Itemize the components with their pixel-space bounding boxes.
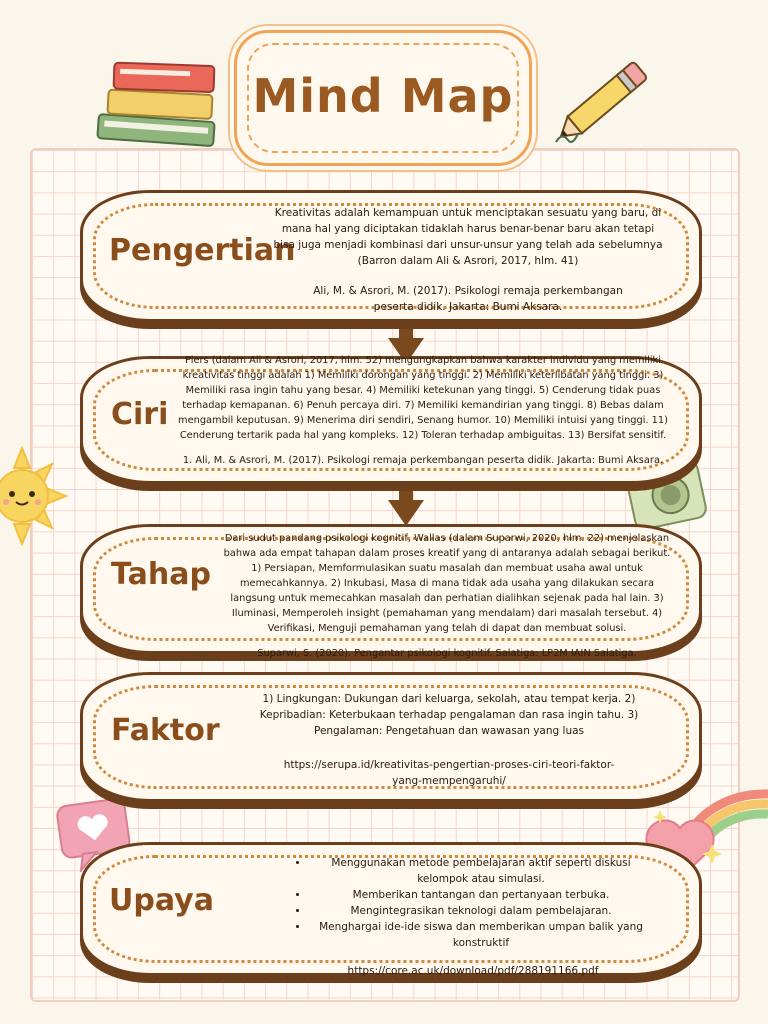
- section-text: [273, 205, 663, 315]
- section-text: [219, 531, 675, 661]
- section-text: [293, 855, 653, 979]
- section-tahap: [80, 524, 702, 659]
- page-title: Mind Map: [252, 69, 514, 123]
- section-label: Upaya: [109, 883, 214, 918]
- books-icon: [94, 60, 224, 152]
- section-label: Tahap: [111, 557, 211, 592]
- title-box: [234, 30, 532, 166]
- section-text: [259, 691, 639, 789]
- list-item: • Menghargai ide-ide siswa dan memberikan umpan balik yang konstruktif: [309, 919, 653, 951]
- section-reference: Ali, M. & Asrori, M. (2017). Psikologi remaja perkembangan peserta didik. Jakarta: Bumi Aksara.: [313, 285, 623, 313]
- section-upaya: [80, 842, 702, 976]
- section-text: [173, 353, 673, 468]
- list-item: • Memberikan tantangan dan pertanyaan terbuka.: [309, 887, 653, 903]
- sun-icon: [0, 446, 70, 546]
- section-faktor: [80, 672, 702, 802]
- list-item: • Menggunakan metode pembelajaran aktif seperti diskusi kelompok atau simulasi.: [309, 855, 653, 887]
- section-label: Ciri: [111, 397, 169, 432]
- list-item: • Mengintegrasikan teknologi dalam pembelajaran.: [309, 903, 653, 919]
- section-body: Kreativitas adalah kemampuan untuk menciptakan sesuatu yang baru, di mana hal yang diciptakan tidaklah harus benar-benar baru akan tetapi bisa juga menjadi kombinasi dari unsur-unsur yang telah ada sebelumnya (Barron dalam Ali & Asrori, 2017, hlm. 41): [273, 207, 663, 267]
- section-reference: Suparwi, S. (2020). Pengantar psikologi kognitif. Salatiga: LP2M IAIN Salatiga.: [257, 648, 637, 659]
- section-body: 1) Lingkungan: Dukungan dari keluarga, sekolah, atau tempat kerja. 2) Kepribadian: Keterbukaan terhadap pengalaman dan rasa ingin tahu. 3) Pengalaman: Pengetahuan dan wawasan yang luas: [259, 693, 639, 737]
- upaya-list: [293, 855, 653, 951]
- section-body: Dari sudut pandang psikologi kognitif, Wallas (dalam Suparwi, 2020, hlm. 22) menjelaskan bahwa ada empat tahapan dalam proses kreatif yang di antaranya adalah sebagai berikut. 1) Persiapan, Memformulasikan suatu masalah dan membuat usaha awal untuk memecahkannya. 2) Inkubasi, Masa di mana tidak ada usaha yang dilakukan secara langsung untuk memecahkan masalah dan perhatian dialihkan sejenak pada hal lain. 3) Iluminasi, Memperoleh insight (pemahaman yang mendalam) dari masalah tersebut. 4) Verifikasi, Menguji pemahaman yang telah di dapat dan membuat solusi.: [223, 533, 671, 634]
- section-ciri: [80, 356, 702, 484]
- section-reference: 1. Ali, M. & Asrori, M. (2017). Psikologi remaja perkembangan peserta didik. Jakarta: Bumi Aksara.: [182, 455, 664, 466]
- pencil-icon: [546, 50, 666, 150]
- section-label: Faktor: [111, 713, 220, 748]
- section-pengertian: [80, 190, 702, 322]
- section-reference[interactable]: https://core.ac.uk/download/pdf/288191166.pdf: [347, 965, 599, 977]
- section-reference[interactable]: https://serupa.id/kreativitas-pengertian-proses-ciri-teori-faktor-yang-mempengaruhi/: [283, 759, 615, 787]
- section-label: Pengertian: [109, 233, 296, 268]
- section-body: Piers (dalam Ali & Asrori, 2017, hlm. 52) mengungkapkan bahwa karakter individu yang memiliki kreativitas tinggi adalah 1) Memiliki dorongan yang tinggi. 2) Memiliki keterlibatan yang tinggi. 3) Memiliki rasa ingin tahu yang besar. 4) Memiliki ketekunan yang tinggi. 5) Cenderung tidak puas terhadap kemapanan. 6) Penuh percaya diri. 7) Memiliki kemandirian yang tinggi. 8) Bebas dalam mengambil keputusan. 9) Menerima diri sendiri, Senang humor. 10) Memiliki intuisi yang tinggi. 11) Cenderung tertarik pada hal yang kompleks. 12) Toleran terhadap ambiguitas. 13) Bersifat sensitif.: [178, 355, 668, 441]
